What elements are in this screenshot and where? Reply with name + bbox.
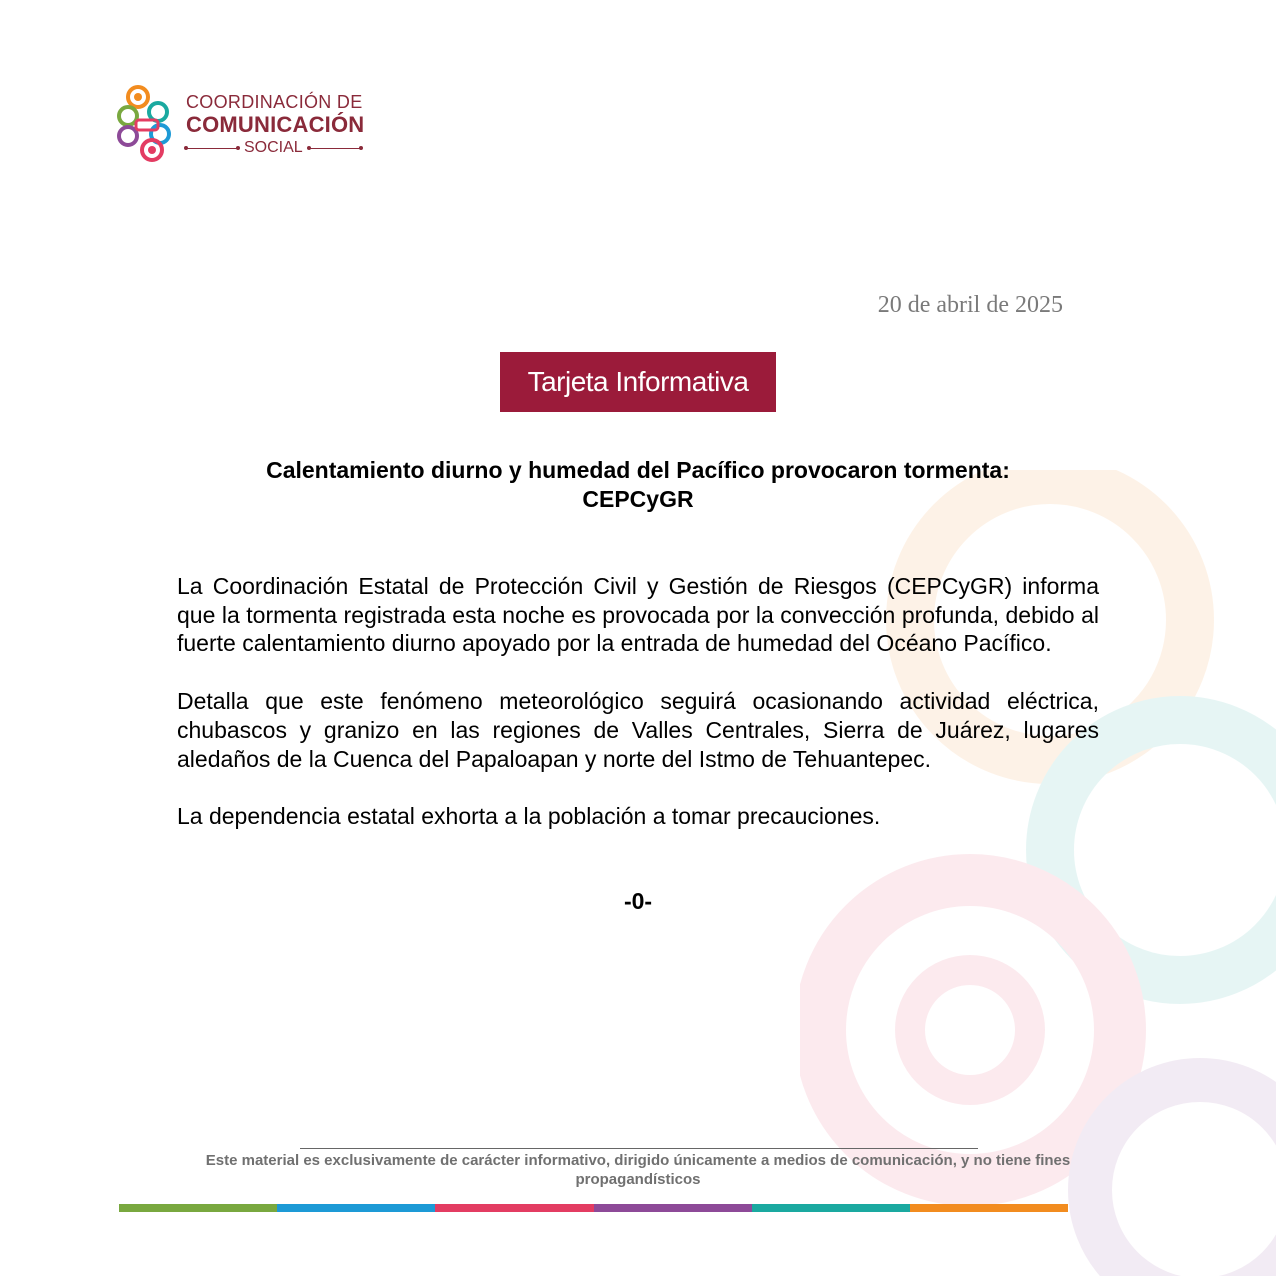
color-bar-segment bbox=[277, 1204, 435, 1212]
end-mark: -0- bbox=[623, 888, 653, 914]
coordination-logo bbox=[116, 84, 396, 164]
body-paragraph-1: La Coordinación Estatal de Protección Civil y Gestión de Riesgos (CEPCyGR) informa que la tormenta registrada esta noche es provocada por la convección profunda, debido al fuerte calentamiento diurno apoyado por la entrada de humedad del Océano Pacífico. bbox=[177, 573, 1099, 657]
logo-social-label: SOCIAL bbox=[244, 139, 303, 156]
body-text bbox=[177, 572, 1099, 860]
headline-line-1: Calentamiento diurno y humedad del Pacífico provocaron tormenta: bbox=[266, 457, 1010, 483]
logo-line-3 bbox=[186, 138, 364, 158]
headline-line-2: CEPCyGR bbox=[582, 486, 694, 512]
tarjeta-informativa-badge: Tarjeta Informativa bbox=[500, 352, 776, 412]
color-bar-segment bbox=[119, 1204, 277, 1212]
body-paragraph-2: Detalla que este fenómeno meteorológico seguirá ocasionando actividad eléctrica, chubascos y granizo en las regiones de Valles Centrales, Sierra de Juárez, lugares aledaños de la Cuenca del Papaloapan y norte del Istmo de Tehuantepec. bbox=[177, 688, 1099, 772]
document-date: 20 de abril de 2025 bbox=[877, 292, 1063, 318]
footer-divider bbox=[300, 1148, 978, 1149]
headline bbox=[150, 456, 1126, 514]
logo-line-2: COMUNICACIÓN bbox=[186, 112, 365, 137]
footer-disclaimer-line-2: propagandísticos bbox=[575, 1171, 701, 1188]
logo-knot-icon bbox=[116, 84, 178, 162]
footer-disclaimer bbox=[150, 1151, 1126, 1189]
color-bar-segment bbox=[910, 1204, 1068, 1212]
color-bar-segment bbox=[594, 1204, 752, 1212]
logo-rule-left bbox=[186, 148, 238, 149]
footer-color-bar bbox=[119, 1204, 1068, 1212]
color-bar-segment bbox=[435, 1204, 593, 1212]
body-paragraph-3: La dependencia estatal exhorta a la población a tomar precauciones. bbox=[177, 803, 881, 830]
color-bar-segment bbox=[752, 1204, 910, 1212]
logo-rule-right bbox=[309, 148, 361, 149]
footer-disclaimer-line-1: Este material es exclusivamente de carácter informativo, dirigido únicamente a medios de comunicación, y no tiene fines bbox=[205, 1152, 1071, 1169]
logo-line-1: COORDINACIÓN DE bbox=[186, 92, 363, 112]
